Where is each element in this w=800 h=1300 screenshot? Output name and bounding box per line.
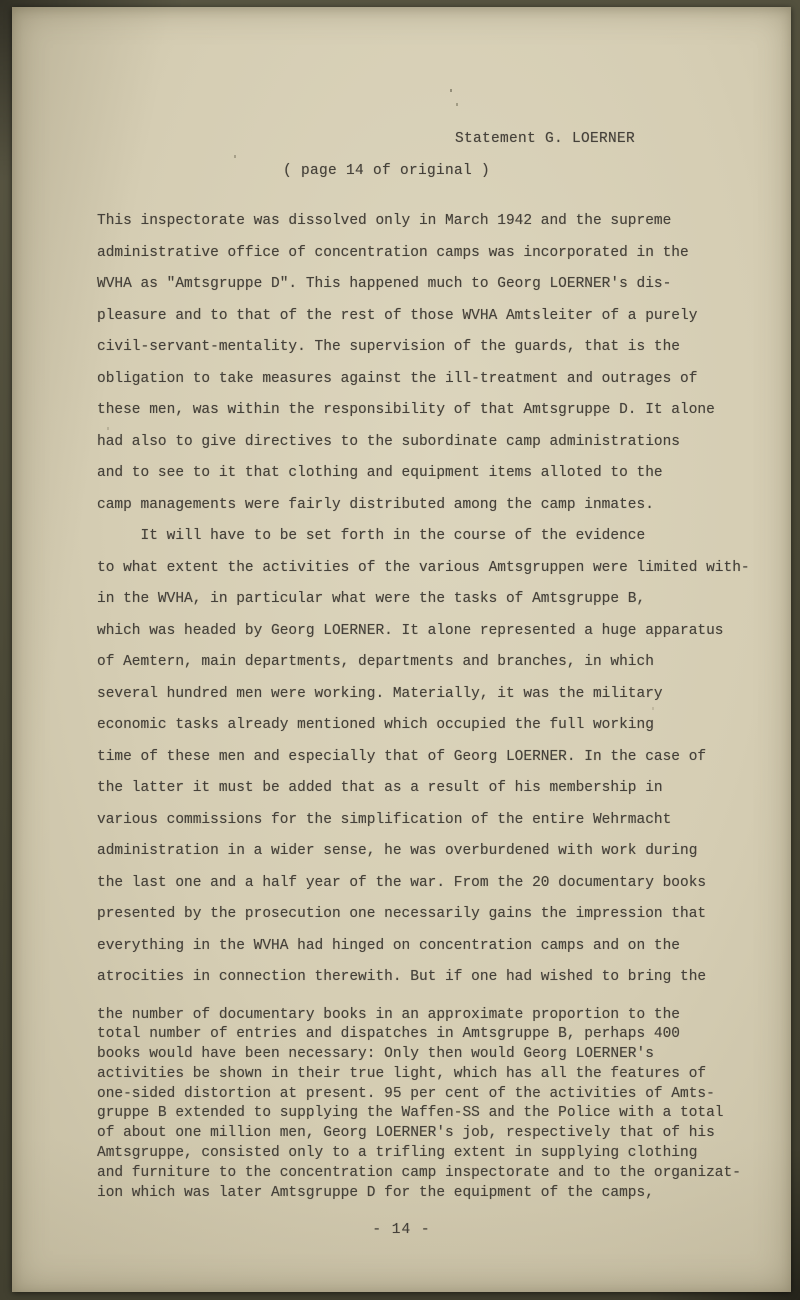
text-line: pleasure and to that of the rest of those WVHA Amtsleiter of a purely <box>97 307 698 324</box>
text-line: total number of entries and dispatches in Amtsgruppe B, perhaps 400 <box>97 1026 680 1043</box>
text-line: various commissions for the simplification of the entire Wehrmacht <box>97 811 672 828</box>
text-line: these men, was within the responsibility of that Amtsgruppe D. It alone <box>97 402 715 418</box>
text-line: administrative office of concentration camps was incorporated in the <box>97 244 689 261</box>
text-line: books would have been necessary: Only then would Georg LOERNER's <box>97 1046 654 1063</box>
text-line: WVHA as "Amtsgruppe D". This happened much to Georg LOERNER's dis- <box>97 276 672 292</box>
text-line: and furniture to the concentration camp inspectorate and to the organizat- <box>97 1164 741 1181</box>
text-line: obligation to take measures against the ill-treatment and outrages of <box>97 370 698 387</box>
text-line: time of these men and especially that of Georg LOERNER. In the case of <box>97 748 707 765</box>
paragraph-2 <box>97 521 762 994</box>
text-line: the latter it must be added that as a result of his membership in <box>97 780 663 796</box>
text-line: activities be shown in their true light, which has all the features of <box>97 1065 707 1082</box>
text-line: the number of documentary books in an approximate proportion to the <box>97 1006 680 1023</box>
page-reference: ( page 14 of original ) <box>283 163 491 179</box>
scan-speck-marks <box>12 7 14 10</box>
text-line: atrocities in connection therewith. But if one had wished to bring the <box>97 969 707 985</box>
text-line: presented by the prosecution one necessarily gains the impression that <box>97 906 707 922</box>
text-line: This inspectorate was dissolved only in March 1942 and the supreme <box>97 213 672 229</box>
document-body <box>97 206 762 1203</box>
paragraph-1 <box>97 206 762 521</box>
text-line: camp managements were fairly distributed among the camp inmates. <box>97 496 654 513</box>
document-paper <box>12 7 791 1292</box>
text-line: civil-servant-mentality. The supervision of the guards, that is the <box>97 339 680 355</box>
page-number: - 14 - <box>372 1222 431 1238</box>
text-line: in the WVHA, in particular what were the tasks of Amtsgruppe B, <box>97 591 646 607</box>
text-line: Amtsgruppe, consisted only to a trifling extent in supplying clothing <box>97 1145 698 1162</box>
text-line: administration in a wider sense, he was overburdened with work during <box>97 843 698 859</box>
paragraph-3 <box>97 1006 762 1204</box>
text-line: economic tasks already mentioned which occupied the full working <box>97 717 654 733</box>
text-line: several hundred men were working. Materially, it was the military <box>97 685 663 702</box>
text-line: of about one million men, Georg LOERNER's job, respectively that of his <box>97 1125 715 1142</box>
text-line: the last one and a half year of the war. From the 20 documentary books <box>97 874 707 891</box>
text-line: one-sided distortion at present. 95 per cent of the activities of Amts- <box>97 1085 715 1102</box>
text-line: and to see to it that clothing and equipment items alloted to the <box>97 465 663 481</box>
text-line: It will have to be set forth in the course of the evidence <box>97 528 646 544</box>
text-line: gruppe B extended to supplying the Waffen-SS and the Police with a total <box>97 1105 724 1122</box>
text-line: which was headed by Georg LOERNER. It alone represented a huge apparatus <box>97 622 724 639</box>
text-line: ion which was later Amtsgruppe D for the equipment of the camps, <box>97 1184 654 1201</box>
text-line: to what extent the activities of the various Amtsgruppen were limited with- <box>97 559 750 576</box>
text-line: of Aemtern, main departments, departments and branches, in which <box>97 654 654 670</box>
text-line: everything in the WVHA had hinged on concentration camps and on the <box>97 937 680 954</box>
text-line: had also to give directives to the subordinate camp administrations <box>97 433 680 450</box>
document-title: Statement G. LOERNER <box>455 131 636 147</box>
